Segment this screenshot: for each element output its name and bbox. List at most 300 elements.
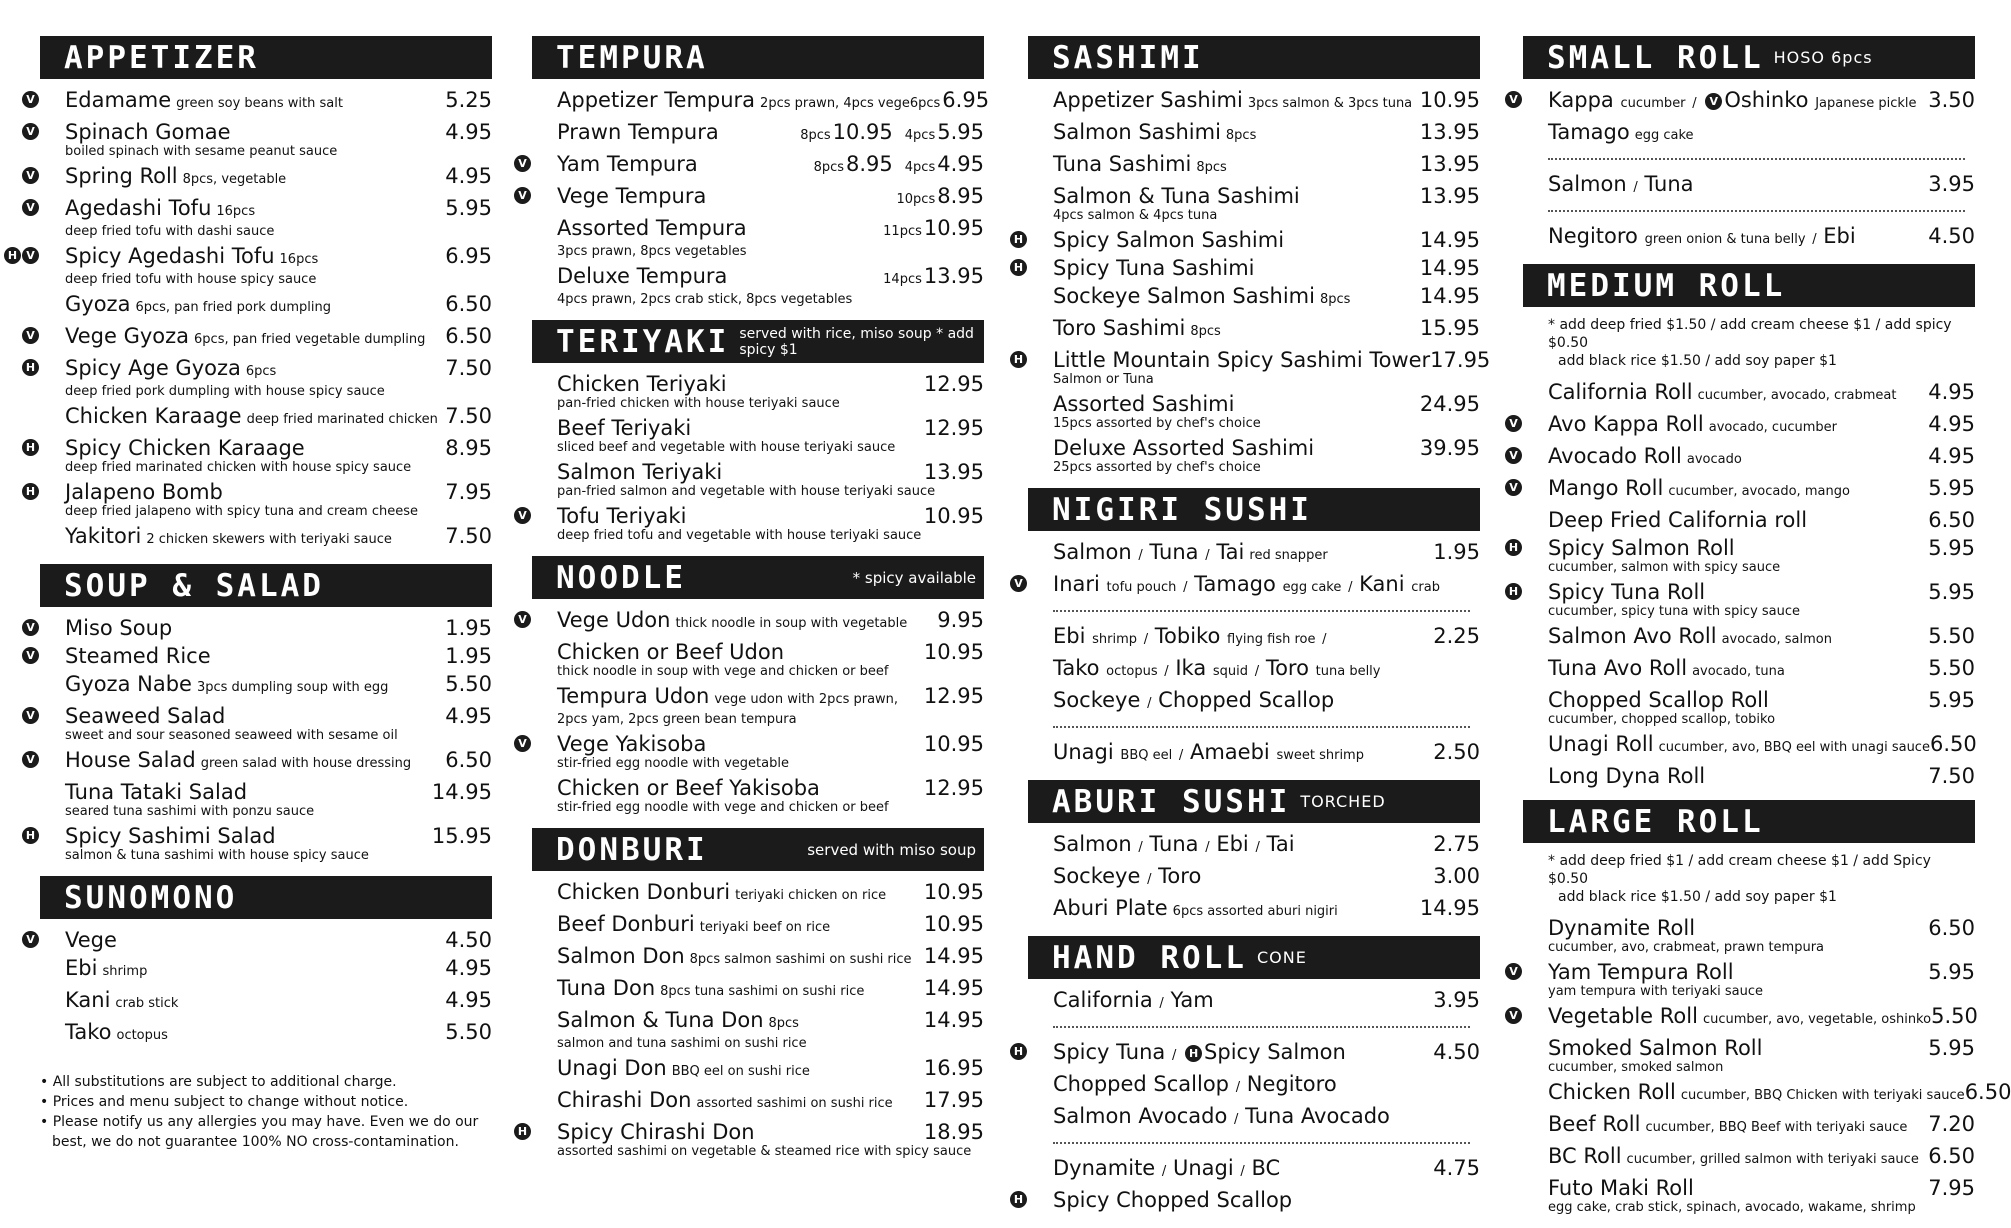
menu-item (26, 616, 492, 640)
section-header (1028, 780, 1480, 823)
item-name: Avo Kappa Roll (1548, 412, 1704, 436)
hot-spicy-icon: H (22, 359, 39, 376)
section-header (1523, 264, 1975, 307)
item-price (883, 264, 984, 292)
vegetarian-icon: V (1505, 479, 1522, 496)
item-desc: egg cake (1282, 580, 1342, 595)
portion-size: 8pcs (813, 160, 845, 175)
item-desc: 16pcs (279, 252, 319, 267)
vegetarian-icon: V (22, 327, 39, 344)
item-name: Smoked Salmon Roll (1548, 1036, 1763, 1060)
item-name: Assorted Sashimi (1053, 392, 1235, 416)
item-price: 3.00 (1433, 864, 1480, 888)
item-price: 14.95 (1419, 256, 1480, 280)
item-desc: flying fish roe (1227, 632, 1316, 647)
item-desc: egg cake (1634, 128, 1694, 143)
menu-item (532, 416, 984, 456)
section-header (532, 556, 984, 599)
menu-item (1013, 1040, 1480, 1068)
hot-spicy-icon: H (22, 439, 39, 456)
item-subtext: deep fried tofu with dashi sauce (65, 224, 275, 239)
item-price: 5.95 (445, 196, 492, 220)
item-name: Salmon (1053, 540, 1132, 564)
item-price: 8.95 (445, 436, 492, 460)
item-price: 4.95 (445, 164, 492, 188)
item-price: 14.95 (1419, 228, 1480, 252)
item-name: Futo Maki Roll (1548, 1176, 1694, 1200)
item-price: 6.50 (445, 748, 492, 772)
separator: / (1254, 664, 1260, 679)
item-price: 7.50 (445, 524, 492, 548)
item-name: Oshinko (1724, 88, 1809, 112)
small-roll-section (1509, 36, 1975, 252)
item-name: Ebi (65, 956, 98, 980)
menu-item (1509, 476, 1975, 504)
vegetarian-icon: V (514, 187, 531, 204)
separator: / (1205, 840, 1210, 855)
item-name: Unagi (1053, 740, 1114, 764)
item-name: Spicy Age Gyoza (65, 356, 241, 380)
item-name: Vege Yakisoba (557, 732, 707, 756)
item-name: Spicy Tuna Sashimi (1053, 256, 1255, 280)
separator: / (1138, 548, 1143, 563)
hot-spicy-icon: H (1505, 539, 1522, 556)
item-desc: Japanese pickle (1815, 96, 1917, 111)
aburi-section (1028, 780, 1480, 924)
item-desc: assorted sashimi on sushi rice (696, 1096, 893, 1111)
item-name: Toro (1265, 656, 1309, 680)
menu-column-2 (517, 36, 990, 1172)
item-price: 5.95 (1928, 960, 1975, 984)
item-subtext: cucumber, avo, crabmeat, prawn tempura (1548, 940, 1825, 955)
item-desc: sweet shrimp (1276, 748, 1364, 763)
item-name: Tuna Don (557, 976, 656, 1000)
menu-item (1028, 624, 1480, 652)
item-desc: tuna belly (1315, 664, 1381, 679)
item-name: Chopped Scallop Roll (1548, 688, 1769, 712)
hot-spicy-icon: H (514, 1123, 531, 1140)
item-price: 7.50 (445, 404, 492, 428)
item-price: 15.95 (431, 824, 492, 848)
item-subtext: deep fried tofu and vegetable with house teriyaki sauce (557, 528, 922, 543)
item-name: Toro Sashimi (1053, 316, 1186, 340)
item-price: 14.95 (923, 976, 984, 1000)
menu-item (1523, 732, 1975, 760)
item-subtext: 25pcs assorted by chef's choice (1053, 460, 1261, 475)
dotted-divider (1053, 726, 1470, 728)
menu-item (1028, 896, 1480, 924)
item-price: 4.95 (445, 704, 492, 728)
item-price: 10.95 (923, 504, 984, 528)
item-name: Beef Roll (1548, 1112, 1641, 1136)
menu-item (40, 988, 492, 1016)
vegetarian-icon: V (514, 611, 531, 628)
menu-item (1028, 988, 1480, 1016)
item-desc: green onion & tuna belly (1644, 232, 1806, 247)
section-title: APPETIZER (64, 39, 259, 76)
item-desc: teriyaki beef on rice (699, 920, 831, 935)
menu-item (1509, 960, 1975, 1000)
item-desc: 8pcs (768, 1016, 799, 1031)
item-desc: avocado, salmon (1721, 632, 1832, 647)
menu-item (1508, 580, 1975, 620)
item-desc: BBQ eel (1120, 748, 1173, 763)
item-desc: tofu pouch (1106, 580, 1177, 595)
menu-item (532, 1088, 984, 1116)
menu-item (1028, 152, 1480, 180)
menu-item (1028, 316, 1480, 344)
vegetarian-icon: V (22, 751, 39, 768)
menu-item (1523, 624, 1975, 652)
item-desc: crab (1411, 580, 1440, 595)
menu-item (1523, 656, 1975, 684)
section-header (532, 320, 984, 363)
menu-item (26, 928, 492, 952)
section-header (532, 828, 984, 871)
separator: / (1235, 1080, 1241, 1095)
menu-item (1028, 184, 1480, 224)
item-subtext: cucumber, spicy tuna with spicy sauce (1548, 604, 1801, 619)
item-name: Salmon & Tuna Don (557, 1008, 764, 1032)
item-price: 4.95 (445, 956, 492, 980)
hand-roll-section (1013, 936, 1480, 1212)
item-name: Assorted Tempura (557, 216, 747, 240)
item-name: Ebi (1053, 624, 1086, 648)
item-name: Tuna Avo Roll (1548, 656, 1688, 680)
item-subtext: pan-fried salmon and vegetable with house teriyaki sauce (557, 484, 936, 499)
item-name: Salmon Teriyaki (557, 460, 723, 484)
item-name: Chopped Scallop (1158, 688, 1335, 712)
item-desc: 6pcs (245, 364, 277, 379)
hot-spicy-icon: H (1010, 351, 1027, 368)
vegetarian-icon: V (1505, 91, 1522, 108)
item-price: 3.95 (1433, 988, 1480, 1012)
item-name: Vege Gyoza (65, 324, 190, 348)
vegetarian-icon: V (22, 199, 39, 216)
item-desc: octopus (1106, 664, 1158, 679)
item-subtext: seared tuna sashimi with ponzu sauce (65, 804, 315, 819)
item-price: 9.95 (937, 608, 984, 632)
footnote: • Please notify us any allergies you may have. Even we do our best, we do not guarantee 100% NO cross-contamination. (40, 1114, 479, 1150)
separator: / (1143, 632, 1149, 647)
item-price: 5.50 (1928, 656, 1975, 680)
item-name: Ebi (1823, 224, 1856, 248)
item-price: 13.95 (1419, 152, 1480, 176)
menu-item (518, 152, 984, 180)
item-price: 2.75 (1433, 832, 1480, 856)
menu-item (1013, 1188, 1480, 1212)
item-desc: 8pcs tuna sashimi on sushi rice (660, 984, 865, 999)
item-name: Avocado Roll (1548, 444, 1682, 468)
item-price: 4.95 (1928, 412, 1975, 436)
item-name: Chopped Scallop (1053, 1072, 1229, 1096)
item-name: Spicy Sashimi Salad (65, 824, 276, 848)
item-name: Spinach Gomae (65, 120, 231, 144)
vegetarian-icon: V (1010, 575, 1027, 592)
section-title: LARGE ROLL (1547, 803, 1764, 840)
item-desc: cucumber (1620, 96, 1686, 111)
item-price: 12.95 (923, 372, 984, 396)
note-line: * add deep fried $1.50 / add cream cheese $1 / add spicy $0.50 (1548, 317, 1952, 351)
menu-item (1013, 348, 1491, 388)
item-price: 4.50 (1433, 1040, 1480, 1064)
menu-item (532, 912, 984, 940)
dotted-divider (1053, 1026, 1470, 1028)
separator: / (1692, 96, 1697, 111)
item-desc: teriyaki chicken on rice (735, 888, 887, 903)
separator: / (1240, 1164, 1245, 1179)
menu-item (532, 264, 984, 308)
section-header (1028, 36, 1480, 79)
item-name: Spicy Chicken Karaage (65, 436, 305, 460)
item-subtext: cucumber, smoked salmon (1548, 1060, 1724, 1075)
menu-item (40, 292, 492, 320)
section-note: served with rice, miso soup * add spicy $1 (739, 325, 974, 358)
item-name: Tuna Avocado (1245, 1104, 1390, 1128)
item-subtext: stir-fried egg noodle with vege and chicken or beef (557, 800, 889, 815)
dotted-divider (1053, 1142, 1470, 1144)
menu-item (7, 244, 492, 288)
section-title: MEDIUM ROLL (1547, 267, 1786, 304)
separator: / (1147, 872, 1152, 887)
item-desc: 8pcs salmon sashimi on sushi rice (689, 952, 912, 967)
sashimi-section (1013, 36, 1491, 476)
item-name: Mango Roll (1548, 476, 1664, 500)
item-desc: thick noodle in soup with vegetable (675, 616, 908, 631)
item-desc: 2 chicken skewers with teriyaki sauce (146, 532, 392, 547)
item-name: Jalapeno Bomb (65, 480, 223, 504)
menu-item (532, 640, 984, 680)
item-name: Tamago (1548, 120, 1630, 144)
item-subtext: deep fried jalapeno with spicy tuna and cream cheese (65, 504, 418, 519)
item-name: Chirashi Don (557, 1088, 692, 1112)
item-name: BC (1251, 1156, 1281, 1180)
item-price: 5.50 (445, 672, 492, 696)
item-price: 13.95 (923, 460, 984, 484)
item-price: 5.50 (1928, 624, 1975, 648)
item-name: Gyoza (65, 292, 131, 316)
item-desc: cucumber, BBQ Chicken with teriyaki sauce (1680, 1088, 1965, 1103)
item-desc: octopus (116, 1028, 168, 1043)
large-roll-section (1509, 800, 2011, 1216)
item-price: 10.95 (923, 912, 984, 936)
item-name: Ika (1175, 656, 1207, 680)
item-price: 2.25 (1433, 624, 1480, 648)
menu-item (26, 644, 492, 668)
section-header (1523, 800, 1975, 843)
menu-item (532, 776, 984, 816)
item-price: 5.25 (445, 88, 492, 112)
item-price: 6.50 (1928, 916, 1975, 940)
item-desc: crab stick (115, 996, 179, 1011)
tempura-section (518, 36, 990, 308)
menu-item (532, 880, 984, 908)
vegetarian-icon: V (22, 91, 39, 108)
item-price: 12.95 (923, 776, 984, 800)
section-title: NIGIRI SUSHI (1052, 491, 1312, 528)
item-name: Spicy Tuna Roll (1548, 580, 1706, 604)
item-name: Chicken or Beef Yakisoba (557, 776, 820, 800)
item-name: Vege (65, 928, 117, 952)
item-name: Spicy Salmon Sashimi (1053, 228, 1285, 252)
footnotes (40, 1072, 492, 1152)
item-name: Tuna Sashimi (1053, 152, 1192, 176)
menu-item (1028, 832, 1480, 860)
menu-item (1013, 228, 1480, 252)
section-title: NOODLE (556, 559, 686, 596)
item-name: Yam (1170, 988, 1214, 1012)
noodle-section (518, 556, 984, 816)
menu-item (532, 216, 984, 260)
price-value: 13.95 (923, 264, 984, 288)
vegetarian-icon: V (22, 707, 39, 724)
item-price: 6.50 (1928, 508, 1975, 532)
separator: / (1147, 696, 1152, 711)
separator: / (1164, 664, 1169, 679)
sunomono-section (26, 876, 492, 1048)
vegetarian-icon: V (514, 155, 531, 172)
vegetarian-icon: V (22, 619, 39, 636)
menu-item (26, 164, 492, 192)
menu-item (518, 184, 984, 212)
item-name: Unagi (1173, 1156, 1234, 1180)
item-name: Amaebi (1189, 740, 1270, 764)
item-desc: cucumber, avo, BBQ eel with unagi sauce (1658, 740, 1930, 755)
item-name: California (1053, 988, 1153, 1012)
section-subtitle: CONE (1256, 948, 1307, 967)
item-subtext: deep fried pork dumpling with house spicy sauce (65, 384, 385, 399)
footnote: • Prices and menu subject to change without notice. (40, 1094, 409, 1110)
item-desc: 6pcs assorted aburi nigiri (1172, 904, 1338, 919)
separator: / (1159, 996, 1164, 1011)
menu-item (532, 944, 984, 972)
section-header (40, 876, 492, 919)
vegetarian-icon: V (1505, 963, 1522, 980)
item-subtext: 15pcs assorted by chef's choice (1053, 416, 1261, 431)
separator: / (1183, 580, 1188, 595)
item-subtext: salmon & tuna sashimi with house spicy sauce (65, 848, 369, 863)
item-price: 15.95 (1419, 316, 1480, 340)
item-price: 3.50 (1928, 88, 1975, 112)
vegetarian-icon: V (22, 123, 39, 140)
item-name: Inari (1053, 572, 1100, 596)
item-desc: 8pcs, vegetable (182, 172, 287, 187)
menu-item (40, 956, 492, 984)
menu-column-1 (7, 36, 492, 1152)
menu-item (1028, 392, 1480, 432)
menu-item (1014, 572, 1480, 600)
item-name: Prawn Tempura (557, 120, 719, 144)
item-name: Chicken Roll (1548, 1080, 1676, 1104)
item-name: Tuna (1149, 832, 1199, 856)
vegetarian-icon: V (22, 167, 39, 184)
separator: / (1138, 840, 1143, 855)
menu-item (40, 1020, 492, 1048)
item-price: 10.95 (923, 640, 984, 664)
vegetarian-icon: V (1705, 93, 1722, 110)
menu-item (1523, 1176, 1975, 1216)
item-desc: shrimp (102, 964, 148, 979)
menu-item (1523, 1036, 1975, 1076)
item-subtext: 2pcs yam, 2pcs green bean tempura (557, 712, 797, 727)
section-note: served with miso soup (807, 840, 976, 859)
item-name: Yam Tempura Roll (1548, 960, 1734, 984)
portion-size: 4pcs (904, 160, 936, 175)
item-price: 6.50 (445, 324, 492, 348)
item-price (814, 152, 984, 180)
item-desc: BBQ eel on sushi rice (671, 1064, 810, 1079)
item-name: Appetizer Tempura (557, 88, 756, 112)
item-desc: 2pcs prawn, 4pcs vege (760, 96, 910, 111)
item-subtext: 4pcs salmon & 4pcs tuna (1053, 208, 1218, 223)
item-price: 39.95 (1419, 436, 1480, 460)
item-name: Yam Tempura (557, 152, 698, 176)
item-name: Deluxe Assorted Sashimi (1053, 436, 1315, 460)
menu-item (1028, 120, 1480, 148)
item-price: 5.50 (1931, 1004, 1978, 1028)
menu-item (26, 88, 492, 116)
teriyaki-section (518, 320, 984, 544)
menu-item (1523, 688, 1975, 728)
item-desc: 8pcs (1196, 160, 1227, 175)
item-name: Vege Tempura (557, 184, 707, 208)
item-name: Edamame (65, 88, 172, 112)
item-desc: 8pcs (1319, 292, 1351, 307)
item-price: 14.95 (923, 1008, 984, 1032)
item-price: 4.75 (1433, 1156, 1480, 1180)
menu-item (25, 824, 492, 864)
section-note (1523, 316, 1975, 370)
item-price: 6.95 (445, 244, 492, 268)
item-subtext: sweet and sour seasoned seaweed with sesame oil (65, 728, 398, 743)
item-name: Negitoro (1548, 224, 1638, 248)
item-price: 6.50 (445, 292, 492, 316)
item-name: Salmon Don (557, 944, 685, 968)
menu-item (1523, 380, 1975, 408)
item-name: Chicken Donburi (557, 880, 731, 904)
portion-size: 10pcs (896, 192, 936, 207)
section-subtitle: HOSO 6pcs (1773, 48, 1873, 67)
vegetarian-icon: V (1505, 1007, 1522, 1024)
item-desc: cucumber, avo, vegetable, oshinko (1702, 1012, 1932, 1027)
section-header (40, 36, 492, 79)
item-name: Beef Teriyaki (557, 416, 692, 440)
portion-size: 8pcs (800, 128, 831, 143)
item-name: Aburi Plate (1053, 896, 1168, 920)
item-name: Kani (1359, 572, 1405, 596)
menu-item (518, 608, 984, 636)
menu-item (1523, 1080, 2011, 1108)
item-desc: shrimp (1092, 632, 1138, 647)
item-desc: 3pcs salmon & 3pcs tuna (1247, 96, 1413, 111)
item-subtext: 3pcs prawn, 8pcs vegetables (557, 244, 747, 259)
item-name: Sockeye Salmon Sashimi (1053, 284, 1315, 308)
vegetarian-icon: V (1505, 447, 1522, 464)
item-price: 5.95 (1928, 536, 1975, 560)
item-price: 10.95 (923, 732, 984, 756)
section-header (1028, 936, 1480, 979)
item-price: 10.95 (923, 880, 984, 904)
item-name: Little Mountain Spicy Sashimi Tower (1053, 348, 1431, 372)
menu-item (532, 88, 990, 116)
item-subtext: thick noodle in soup with vege and chicken or beef (557, 664, 889, 679)
menu-item (1509, 412, 1975, 440)
item-subtext: stir-fried egg noodle with vegetable (557, 756, 789, 771)
separator: / (1322, 632, 1327, 647)
menu-item (1523, 764, 1975, 788)
item-price: 14.95 (923, 944, 984, 968)
item-price: 1.95 (445, 616, 492, 640)
